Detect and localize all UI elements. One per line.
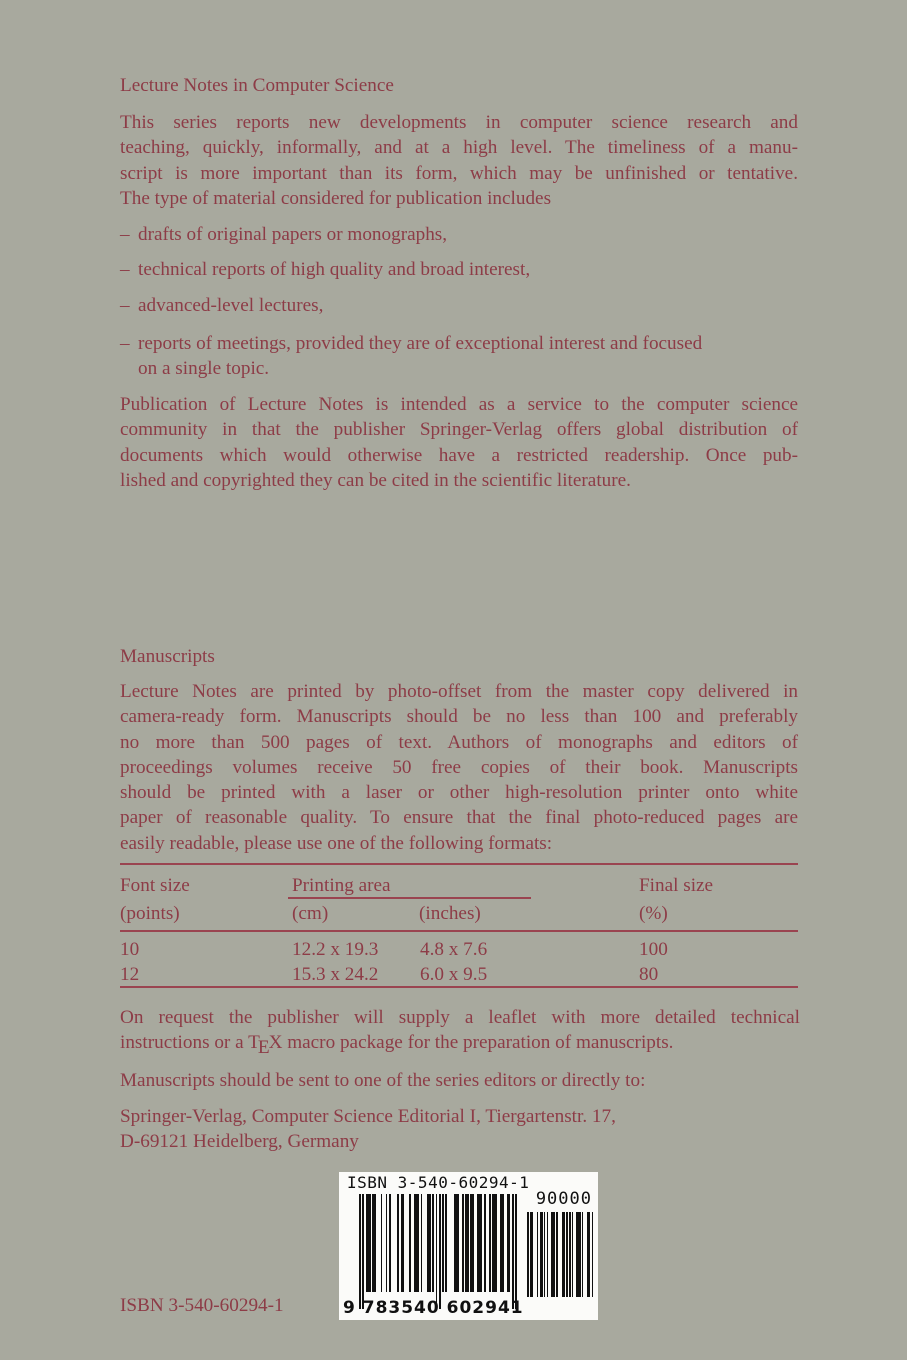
list-item-text: technical reports of high quality and broad interest,	[138, 259, 531, 280]
barcode-bar	[397, 1194, 399, 1292]
barcode-addon-bar	[547, 1212, 549, 1297]
publication-line: lished and copyrighted they can be cited in the scientific literature.	[120, 469, 631, 491]
send-to-text: Manuscripts should be sent to one of the series editors or directly to:	[120, 1070, 646, 1091]
manuscripts-line: camera-ready form. Manuscripts should be no less than 100 and preferably	[120, 706, 798, 728]
address-line: D-69121 Heidelberg, Germany	[120, 1131, 359, 1153]
intro-paragraph	[120, 110, 798, 211]
barcode-bar	[429, 1194, 431, 1292]
publication-paragraph	[120, 392, 798, 493]
barcode-bar	[417, 1194, 419, 1292]
request-line	[120, 1030, 800, 1059]
cell-points: 10	[120, 939, 140, 960]
publication-line: Publication of Lecture Notes is intended as a service to the computer science	[120, 394, 798, 415]
isbn-text: ISBN 3-540-60294-1	[120, 1295, 284, 1316]
table-top-rule	[120, 863, 798, 865]
tex-logo-x: X	[268, 1032, 283, 1054]
barcode-bar	[421, 1194, 423, 1292]
barcode-bar	[467, 1194, 469, 1292]
table-bottom-rule	[120, 986, 798, 988]
barcode-bar	[484, 1194, 486, 1292]
request-paragraph	[120, 1005, 800, 1059]
barcode-bar	[381, 1194, 383, 1292]
cell-final-size: 80	[639, 964, 659, 985]
manuscripts-line: easily readable, please use one of the following formats:	[120, 832, 553, 854]
barcode-addon-bar	[544, 1212, 546, 1297]
cell-cm: 15.3 x 24.2	[292, 964, 379, 985]
material-list-item	[120, 331, 800, 382]
isbn-barcode	[339, 1172, 598, 1320]
address-line: Springer-Verlag, Computer Science Editorial I, Tiergartenstr. 17,	[120, 1106, 616, 1127]
dash-bullet: –	[120, 295, 130, 316]
list-item-text: drafts of original papers or monographs,	[138, 224, 448, 245]
barcode-bar	[436, 1194, 438, 1309]
barcode-bar	[509, 1194, 511, 1292]
header-final-size: Final size	[639, 875, 714, 896]
header-inches-unit: (inches)	[419, 903, 481, 924]
barcode-bar	[515, 1194, 517, 1309]
manuscripts-line: paper of reasonable quality. To ensure that the final photo-reduced pages are	[120, 807, 798, 829]
header-points-unit: (points)	[120, 903, 180, 924]
barcode-bar	[512, 1194, 514, 1309]
barcode-bar	[359, 1194, 361, 1309]
barcode-bar	[457, 1194, 459, 1292]
barcode-bar	[374, 1194, 376, 1292]
cell-cm: 12.2 x 19.3	[292, 939, 379, 960]
request-text: instructions or a	[120, 1032, 249, 1054]
dash-bullet: –	[120, 259, 130, 280]
header-cm-unit: (cm)	[292, 903, 329, 924]
barcode-bar	[432, 1194, 434, 1292]
barcode-bar	[439, 1194, 441, 1309]
barcode-addon-bar	[527, 1212, 529, 1297]
manuscripts-heading: Manuscripts	[120, 646, 215, 667]
list-item-text: advanced-level lectures,	[138, 295, 324, 316]
barcode-bar	[362, 1194, 364, 1309]
material-list-item	[120, 257, 800, 282]
barcode-addon-bar	[537, 1212, 539, 1297]
barcode-bar	[462, 1194, 464, 1292]
barcode-addon-bar	[572, 1212, 574, 1297]
barcode-addon-bar	[556, 1212, 558, 1297]
material-list-item	[120, 222, 800, 247]
barcode-bar	[495, 1194, 497, 1292]
barcode-bar	[402, 1194, 404, 1292]
barcode-addon-bar	[582, 1212, 584, 1297]
intro-line: teaching, quickly, informally, and at a high level. The timeliness of a manu-	[120, 137, 798, 159]
request-line: On request the publisher will supply a leaflet with more detailed technical	[120, 1007, 800, 1028]
manuscripts-line: no more than 500 pages of text. Authors of monographs and editors of	[120, 731, 798, 753]
header-percent-unit: (%)	[639, 903, 668, 924]
barcode-addon-bar	[569, 1212, 571, 1297]
barcode-bar	[472, 1194, 474, 1292]
barcode-bar	[489, 1194, 491, 1292]
publication-line: documents which would otherwise have a restricted readership. Once pub-	[120, 444, 798, 466]
barcode-bar	[502, 1194, 504, 1292]
tex-logo	[248, 1032, 283, 1059]
barcode-addon-bar	[592, 1212, 594, 1297]
barcode-isbn-label: ISBN 3-540-60294-1	[347, 1173, 530, 1192]
cell-inches: 6.0 x 9.5	[420, 964, 488, 985]
barcode-bar	[480, 1194, 482, 1292]
intro-line: This series reports new developments in computer science research and	[120, 112, 798, 133]
barcode-ean-number: 9 783540 602941	[343, 1298, 524, 1318]
manuscripts-paragraph	[120, 679, 798, 856]
barcode-bar	[389, 1194, 391, 1292]
manuscripts-line: should be printed with a laser or other high-resolution printer onto white	[120, 782, 798, 804]
table-header-rule	[120, 930, 798, 932]
cell-points: 12	[120, 964, 140, 985]
manuscripts-line: proceedings volumes receive 50 free copies of their book. Manuscripts	[120, 756, 798, 778]
material-list-item	[120, 293, 800, 318]
publisher-address	[120, 1104, 800, 1155]
cell-inches: 4.8 x 7.6	[420, 939, 488, 960]
barcode-addon-bar	[554, 1212, 556, 1297]
barcode-ean-bars	[359, 1194, 517, 1309]
barcode-addon-bar	[589, 1212, 591, 1297]
barcode-addon-bar	[564, 1212, 566, 1297]
intro-line: script is more important than its form, which may be unfinished or tentative.	[120, 162, 798, 184]
list-item-text: reports of meetings, provided they are of exceptional interest and focused	[138, 333, 703, 354]
tex-logo-t: T	[248, 1032, 260, 1054]
barcode-addon-bar	[566, 1212, 568, 1297]
printing-area-underline	[288, 897, 531, 899]
request-text: macro package for the preparation of manuscripts.	[282, 1032, 674, 1054]
barcode-addon-number: 90000	[535, 1189, 592, 1209]
publication-line: community in that the publisher Springer-Verlag offers global distribution of	[120, 419, 798, 441]
series-title: Lecture Notes in Computer Science	[120, 75, 394, 96]
barcode-addon-bar	[531, 1212, 533, 1297]
barcode-bar	[369, 1194, 371, 1292]
barcode-bar	[409, 1194, 411, 1292]
cell-final-size: 100	[639, 939, 668, 960]
header-font-size: Font size	[120, 875, 190, 896]
barcode-addon-bar	[541, 1212, 543, 1297]
barcode-bar	[442, 1194, 444, 1292]
intro-line: The type of material considered for publication includes	[120, 187, 552, 209]
list-item-text-continued: on a single topic.	[138, 358, 270, 380]
header-printing-area: Printing area	[292, 875, 391, 896]
barcode-addon-bars	[527, 1212, 593, 1297]
dash-bullet: –	[120, 224, 130, 245]
barcode-bar	[445, 1194, 447, 1292]
tex-logo-e: E	[257, 1037, 270, 1059]
dash-bullet: –	[120, 333, 130, 354]
barcode-addon-bar	[579, 1212, 581, 1297]
manuscripts-line: Lecture Notes are printed by photo-offset from the master copy delivered in	[120, 681, 798, 702]
barcode-bar	[386, 1194, 388, 1292]
